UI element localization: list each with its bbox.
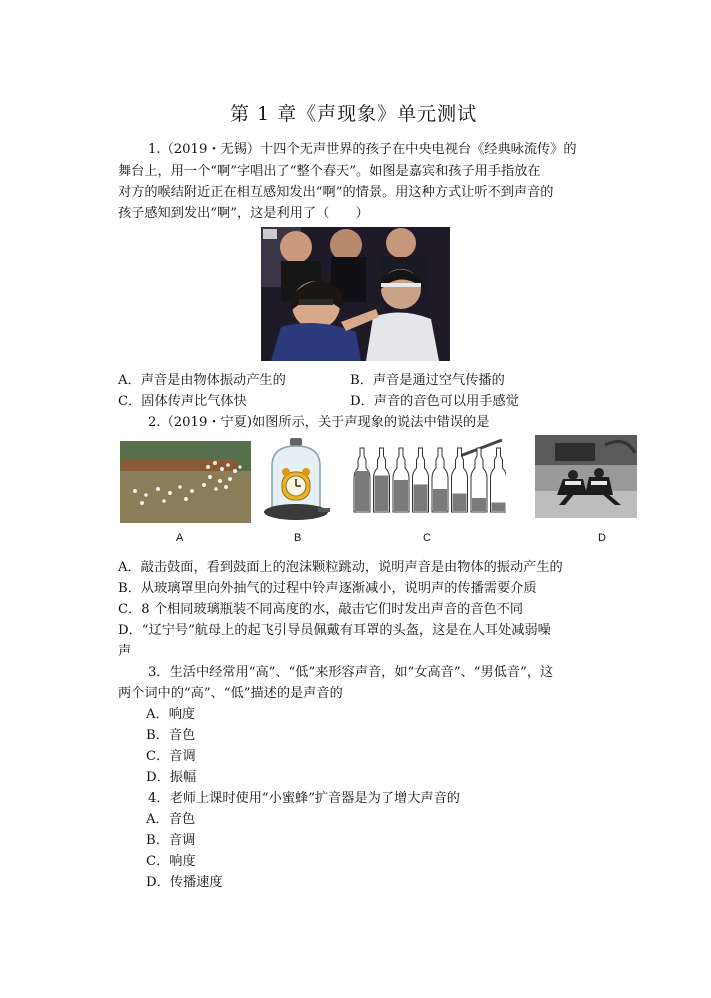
q1-stem-line: 对方的喉结附近正在相互感知发出“啊”的情景。用这种方式让听不到声音的 xyxy=(118,185,554,200)
glass-bottles-water xyxy=(350,438,506,518)
q2-option-d-continued: 声 xyxy=(118,644,132,659)
q2-option-a: A．敲击鼓面，看到鼓面上的泡沫颗粒跳动，说明声音是由物体的振动产生的 xyxy=(118,560,563,575)
q1-stem-line: 舞台上，用一个“啊”字唱出了“整个春天”。如图是嘉宾和孩子用手指放在 xyxy=(118,164,541,179)
q3-option-c: C．音调 xyxy=(146,749,196,764)
drum-foam-photo xyxy=(120,441,251,523)
figure-label-b: B xyxy=(294,532,302,544)
q4-stem: 4．老师上课时使用“小蜜蜂”扩音器是为了增大声音的 xyxy=(148,791,460,806)
q2-option-d: D．“辽宁号”航母上的起飞引导员佩戴有耳罩的头盔，这是在人耳处减弱噪 xyxy=(118,623,551,638)
bottle-water xyxy=(472,498,486,511)
q3-stem-line: 3．生活中经常用“高”、“低”来形容声音，如“女高音”、“男低音”，这 xyxy=(148,665,554,680)
q1-stem-line: 孩子感知到发出“啊”，这是利用了（ ） xyxy=(118,206,369,221)
bottle-water xyxy=(492,503,506,512)
bottle-water xyxy=(453,494,467,512)
figure-label-d: D xyxy=(598,532,606,544)
q4-option-c: C．响度 xyxy=(146,854,196,869)
q4-option-d: D．传播速度 xyxy=(146,875,223,890)
bell-jar-alarm-clock xyxy=(262,438,330,524)
q1-option-c: C．固体传声比气体快 xyxy=(118,394,247,409)
bottle-water xyxy=(433,489,447,511)
tv-show-photo xyxy=(261,227,450,361)
q3-option-b: B．音色 xyxy=(146,728,196,743)
bottle-water xyxy=(375,476,389,512)
page-title: 第 1 章《声现象》单元测试 xyxy=(230,103,478,125)
q3-stem-line: 两个词中的“高”、“低”描述的是声音的 xyxy=(118,686,343,701)
figure-label-c: C xyxy=(423,532,431,544)
bottle-water xyxy=(394,480,408,511)
q1-option-a: A．声音是由物体振动产生的 xyxy=(118,373,286,388)
q2-option-c: C．8 个相同玻璃瓶装不同高度的水，敲击它们时发出声音的音色不同 xyxy=(118,602,524,617)
q4-option-a: A．音色 xyxy=(146,812,196,827)
q3-option-a: A．响度 xyxy=(146,707,196,722)
q2-option-b: B．从玻璃罩里向外抽气的过程中铃声逐渐减小，说明声的传播需要介质 xyxy=(118,581,537,596)
q2-stem: 2.（2019・宁夏)如图所示，关于声现象的说法中错误的是 xyxy=(148,415,490,430)
q4-option-b: B．音调 xyxy=(146,833,196,848)
aircraft-carrier-crew-photo xyxy=(535,435,637,518)
bottle xyxy=(491,448,507,512)
bottle-water xyxy=(355,471,369,511)
q3-option-d: D．振幅 xyxy=(146,770,197,785)
q1-stem-line: 1.（2019・无锡）十四个无声世界的孩子在中央电视台《经典咏流传》的 xyxy=(148,142,577,157)
figure-label-a: A xyxy=(176,532,184,544)
q1-option-d: D．声音的音色可以用手感觉 xyxy=(350,394,519,409)
q1-option-b: B．声音是通过空气传播的 xyxy=(350,373,505,388)
bottle-water xyxy=(414,485,428,512)
